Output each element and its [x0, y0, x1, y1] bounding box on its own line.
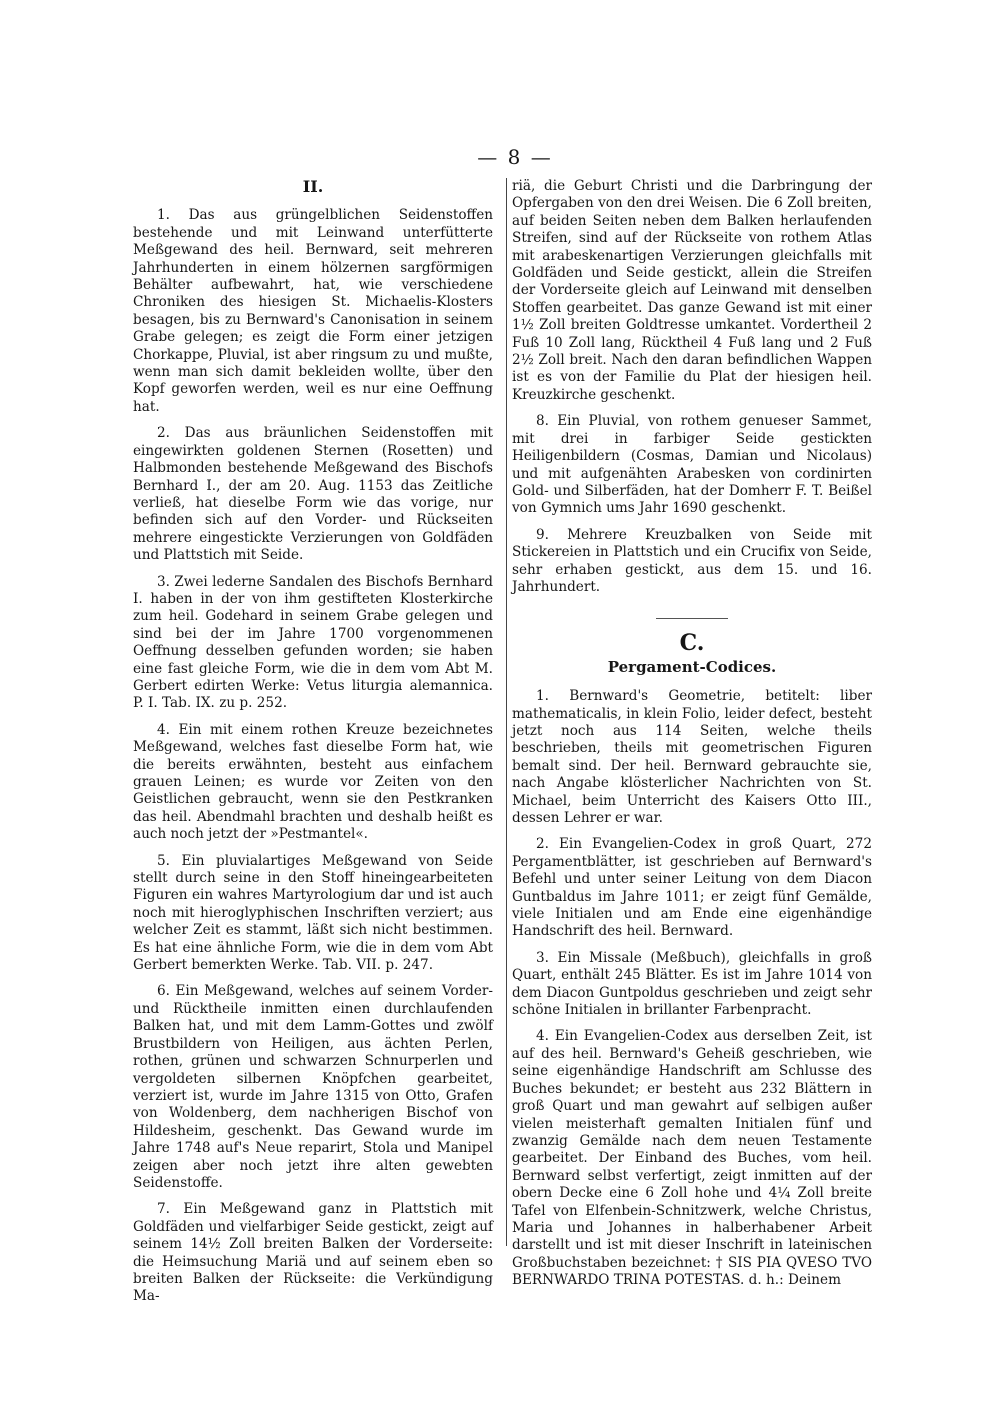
- paragraph-item-9: 9. Mehrere Kreuzbalken von Seide mit Stickereien in Plattstich und ein Crucifix von Seide, sehr erhaben gestickt, aus dem 15. und 16. Jahrhundert.: [512, 526, 872, 595]
- codex-item-1: 1. Bernward's Geometrie, betitelt: liber mathematicalis, in klein Folio, leider defect, besteht jetzt noch aus 114 Seiten, welche theils beschrieben, theils mit geometrischen Figuren bemalt sind. Der heil. Bernward gebrauchte sie, nach Angabe klösterlicher Nachrichten von St. Michael, beim Unterricht des Kaisers Otto III., dessen Lehrer er war.: [512, 688, 872, 826]
- paragraph-item-2: 2. Das aus bräunlichen Seidenstoffen mit eingewirkten goldenen Sternen (Rosetten) und Halbmonden bestehende Meßgewand des Bischofs Bernhard I., der am 20. Aug. 1153 das Zeitliche verließ, hat dieselbe Form wie das vorige, nur befinden sich auf den Vorder- und Rückseiten mehrere eingestickte Verzierungen von Goldfäden und Plattstich mit Seide.: [133, 425, 493, 564]
- section-numeral: II.: [302, 177, 324, 196]
- paragraph-continuation: riä, die Geburt Christi und die Darbringung der Opfergaben von den drei Weisen. Die 6 Zoll breiten, auf beiden Seiten neben dem Balken herlaufenden Streifen, sind auf der Rückseite von rothem Atlas mit arabeskenartigen Verzierungen gleichfalls mit Goldfäden und Seide gestickt, allein die Streifen der Vorderseite gleich auf Leinwand mit denselben Stoffen gearbeitet. Das ganze Gewand ist mit einer 1½ Zoll breiten Goldtresse umkantet. Vordertheil 2 Fuß 10 Zoll lang, Rücktheil 4 Fuß lang und 2 Fuß 2½ Zoll breit. Nach den daran befindlichen Wappen ist es von der Familie du Plat der hiesigen heil. Kreuzkirche geschenkt.: [512, 178, 872, 403]
- codex-item-3: 3. Ein Missale (Meßbuch), gleichfalls in groß Quart, enthält 245 Blätter. Es ist im Jahre 1014 von dem Diacon Guntpoldus geschrieben und zeigt sehr schöne Initialen in brillanter Farbenpracht.: [512, 949, 872, 1019]
- paragraph-item-7: 7. Ein Meßgewand ganz in Plattstich mit Goldfäden und vielfarbiger Seide gestickt, zeigt auf seinem 14½ Zoll breiten Balken der Vorderseite: die Heimsuchung Mariä und auf seinem eben so breiten Balken der Rückseite: die Verkündigung Ma-: [133, 1201, 493, 1305]
- paragraph-item-8: 8. Ein Pluvial, von rothem genueser Sammet, mit drei in farbiger Seide gestickten Heiligenbildern (Cosmas, Damian und Nicolaus) und mit aufgenähten Arabesken von cordinirten Gold- und Silberfäden, hat der Domherr F. T. Beißel von Gymnich ums Jahr 1690 geschenkt.: [512, 413, 872, 517]
- paragraph-item-6: 6. Ein Meßgewand, welches auf seinem Vorder- und Rücktheile inmitten einen durchlaufenden Balken hat, und mit dem Lamm-Gottes und zwölf Brustbildern von Heiligen, aus ächten Perlen, rothen, grünen und schwarzen Schnurperlen und vergoldeten silbernen Knöpfchen gearbeitet, verziert ist, wurde im Jahre 1315 von Otto, Grafen von Woldenberg, dem nachherigen Bischof von Hildesheim, geschenkt. Das Gewand wurde im Jahre 1748 auf's Neue reparirt, Stola und Manipel zeigen aber noch jetzt ihre alten gewebten Seidenstoffe.: [133, 983, 493, 1191]
- paragraph-item-1: 1. Das aus grüngelblichen Seidenstoffen bestehende und mit Leinwand unterfütterte Meßgewand des heil. Bernward, seit mehreren Jahrhunderten in einem hölzernen sargförmigen Behälter aufbewahrt, hat, wie verschiedene Chroniken des hiesigen St. Michaelis-Klosters besagen, bis zu Bernward's Canonisation in seinem Grabe gelegen; es zeigt die Form einer jetzigen Chorkappe, Pluvial, ist aber ringsum zu und mußte, wenn man sich damit bekleiden wollte, über den Kopf geworfen werden, weil es nur eine Oeffnung hat.: [133, 207, 493, 415]
- paragraph-item-5: 5. Ein pluvialartiges Meßgewand von Seide stellt durch seine in den Stoff hineingearbeiteten Figuren ein wahres Martyrologium dar und ist auch noch mit hieroglyphischen Inschriften verziert; aus welcher Zeit es stammt, läßt sich nicht bestimmen. Es hat eine ähnliche Form, wie die in dem vom Abt Gerbert bemerkten Werke. Tab. VII. p. 247.: [133, 852, 493, 974]
- section-title: Pergament-Codices.: [607, 657, 777, 676]
- left-column: [133, 178, 493, 1315]
- section-letter: C.: [679, 630, 705, 657]
- section-divider: [656, 618, 728, 619]
- codex-item-2: 2. Ein Evangelien-Codex in groß Quart, 272 Pergamentblätter, ist geschrieben auf Bernward's Befehl und unter seiner Leitung von dem Diacon Guntbaldus im Jahre 1011; er zeigt fünf Gemälde, viele Initialen und am Ende eine eigenhändige Handschrift des heil. Bernward.: [512, 836, 872, 940]
- codex-item-4: 4. Ein Evangelien-Codex aus derselben Zeit, ist auf des heil. Bernward's Geheiß geschrieben, wie seine eigenhändige Handschrift am Schlusse des Buches bekundet; er besteht aus 232 Blättern in groß Quart und man gewahrt auf selbigen außer vielen meisterhaft gemalten Initialen fünf und zwanzig Gemälde nach dem neuen Testamente gearbeitet. Der Einband des Buches, vom heil. Bernward selbst verfertigt, zeigt inmitten auf der obern Decke eine 6 Zoll hohe und 4¼ Zoll breite Tafel von Elfenbein-Schnitzwerk, welche Christus, Maria und Johannes in halberhabener Arbeit darstellt und ist mit dieser Inschrift in lateinischen Großbuchstaben bezeichnet: † SIS PIA QVESO TVO BERNWARDO TRINA POTESTAS. d. h.: Deinem: [512, 1028, 872, 1289]
- right-column: [512, 178, 872, 1299]
- paragraph-item-3: 3. Zwei lederne Sandalen des Bischofs Bernhard I. haben in der von ihm gestifteten Klosterkirche zum heil. Godehard in seinem Grabe gelegen und sind bei der im Jahre 1700 vorgenommenen Oeffnung desselben gefunden worden; sie haben eine fast gleiche Form, wie die in dem vom Abt M. Gerbert edirten Werke: Vetus liturgia alemannica. P. I. Tab. IX. zu p. 252.: [133, 573, 493, 712]
- page-number: — 8 —: [477, 145, 553, 169]
- column-divider: [506, 178, 507, 1246]
- paragraph-item-4: 4. Ein mit einem rothen Kreuze bezeichnetes Meßgewand, welches fast dieselbe Form hat, wie die bereits erwähnten, besteht aus einfachem grauen Leinen; es wurde vor Zeiten von den Geistlichen gebraucht, wenn sie den Pestkranken das heil. Abendmahl brachten und deshalb heißt es auch noch jetzt der »Pestmantel«.: [133, 721, 493, 843]
